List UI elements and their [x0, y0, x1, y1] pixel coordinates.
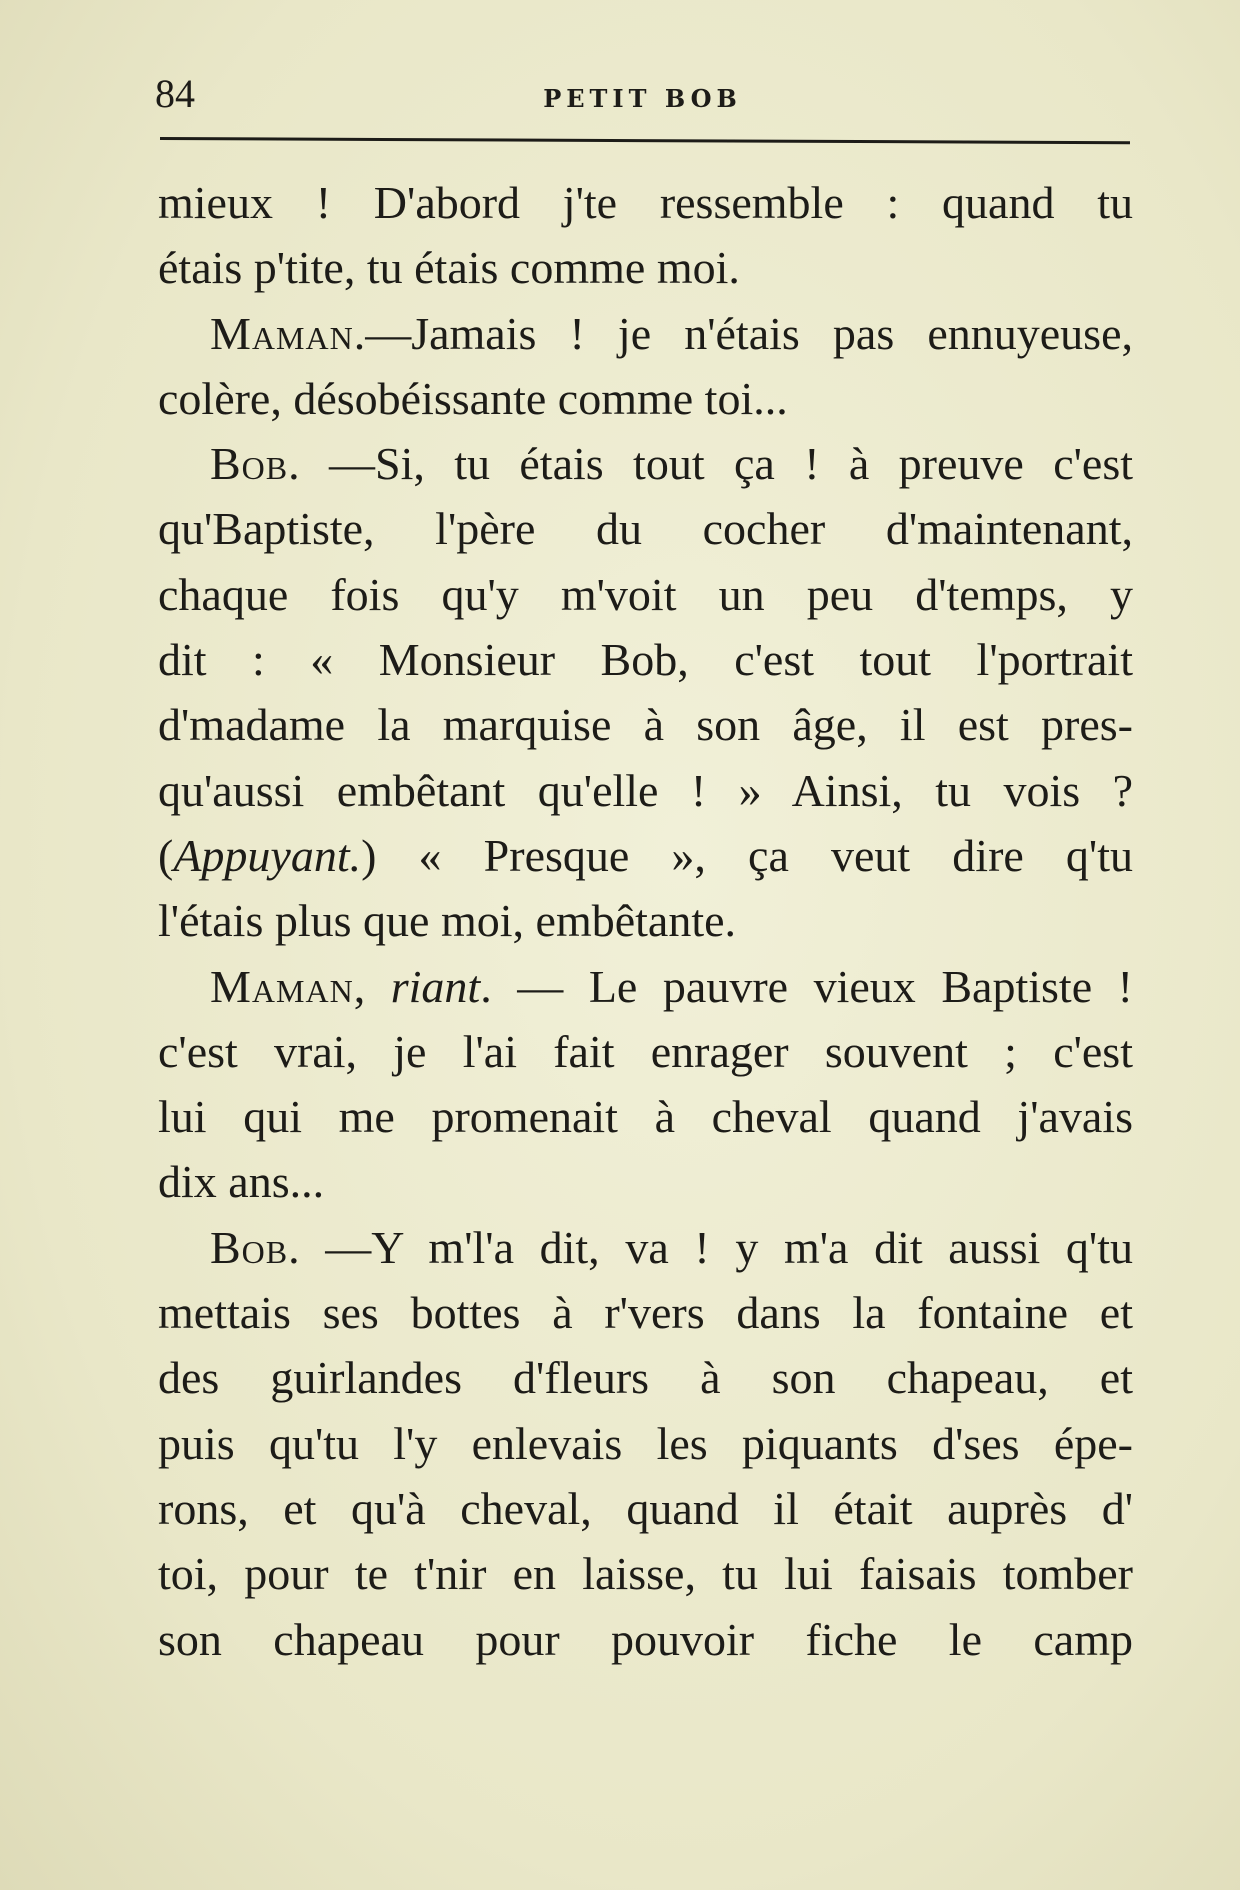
- text-line: dit : « Monsieur Bob, c'est tout l'portrait: [158, 634, 1133, 686]
- text-line: qu'Baptiste, l'père du cocher d'maintenant,: [158, 503, 1133, 555]
- text-line: son chapeau pour pouvoir fiche le camp: [158, 1613, 1133, 1665]
- page-number: 84: [155, 71, 195, 116]
- text-line: chaque fois qu'y m'voit un peu d'temps, y: [158, 568, 1133, 620]
- speaker-name: Maman: [210, 960, 354, 1012]
- body-text: [158, 170, 1133, 1672]
- text-line: qu'aussi embêtant qu'elle ! » Ainsi, tu vois ?: [158, 764, 1133, 816]
- text-line: des guirlandes d'fleurs à son chapeau, et: [158, 1352, 1133, 1404]
- text-line: mieux ! D'abord j'te ressemble : quand tu: [158, 177, 1133, 228]
- dialogue-line-bob: [158, 1215, 1133, 1280]
- text-line: c'est vrai, je l'ai fait enrager souvent ; c'est: [158, 1025, 1133, 1077]
- stage-direction: Appuyant.: [173, 829, 362, 881]
- text-line: étais p'tite, tu étais comme moi.: [158, 242, 740, 294]
- text-line: rons, et qu'à cheval, quand il était auprès d': [158, 1482, 1133, 1534]
- text-line: colère, désobéissante comme toi...: [158, 372, 788, 424]
- dialogue-text: . —Si, tu étais tout ça ! à preuve c'est: [288, 438, 1133, 490]
- text-line: mettais ses bottes à r'vers dans la fontaine et: [158, 1287, 1133, 1339]
- text-line: l'étais plus que moi, embêtante.: [158, 895, 737, 947]
- header-rule: [160, 137, 1130, 144]
- dialogue-text: .—Jamais ! je n'étais pas ennuyeuse,: [353, 307, 1133, 359]
- stage-direction: riant: [390, 960, 481, 1012]
- dialogue-line-maman: [158, 301, 1133, 366]
- text-line: lui qui me promenait à cheval quand j'avais: [158, 1091, 1133, 1143]
- dialogue-line-maman: Maman, riant. — Le pauvre vieux Baptiste !: [210, 960, 1133, 1012]
- dialogue-line-bob: [158, 431, 1133, 496]
- text-line: puis qu'tu l'y enlevais les piquants d'ses épe-: [158, 1417, 1133, 1469]
- text-line: dix ans...: [158, 1156, 325, 1208]
- speaker-name: Maman: [210, 307, 354, 359]
- speaker-name: Bob: [210, 1221, 289, 1273]
- speaker-name: Bob: [210, 438, 289, 490]
- stage-direction-line: (Appuyant.) « Presque », ça veut dire q'tu: [158, 829, 1133, 881]
- dialogue-text: ) « Presque », ça veut dire q'tu: [361, 829, 1133, 881]
- text-line: toi, pour te t'nir en laisse, tu lui faisais tomber: [158, 1548, 1133, 1600]
- running-title: PETIT BOB: [543, 84, 742, 113]
- dialogue-text: . — Le pauvre vieux Baptiste !: [480, 960, 1133, 1012]
- dialogue-text: . —Y m'l'a dit, va ! y m'a dit aussi q'tu: [288, 1221, 1133, 1273]
- page-header: [155, 70, 1130, 120]
- text-line: d'madame la marquise à son âge, il est pres-: [158, 699, 1133, 751]
